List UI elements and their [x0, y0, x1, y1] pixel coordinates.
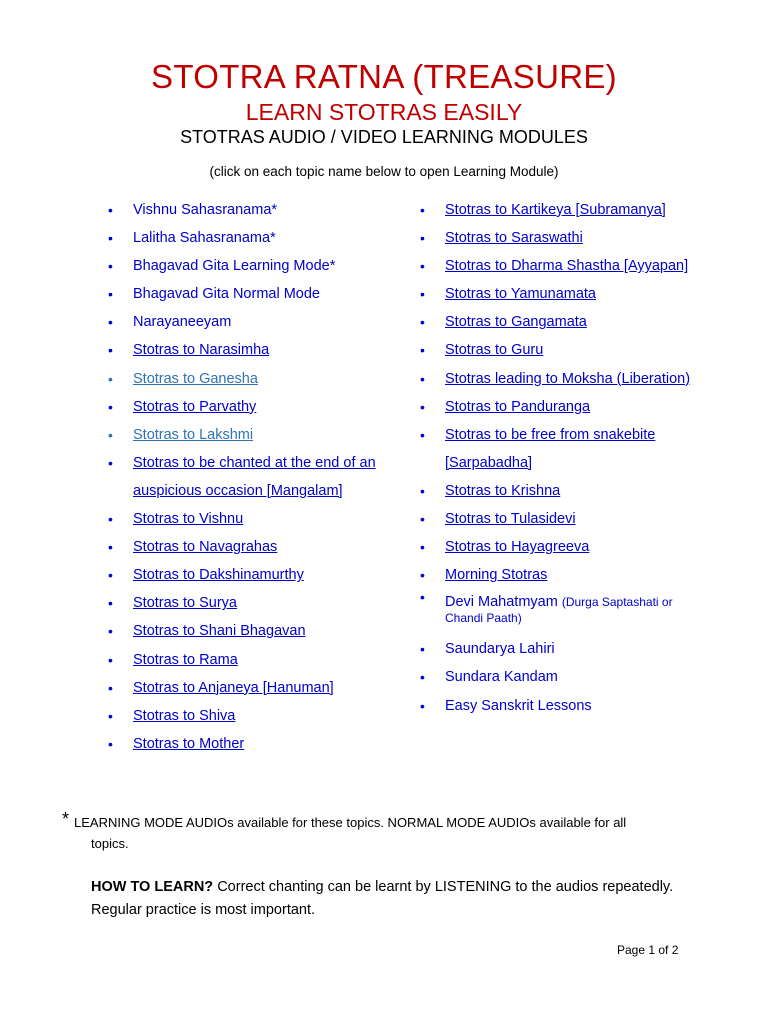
list-item[interactable] — [108, 589, 398, 617]
how-to-learn-label: HOW TO LEARN? — [91, 879, 214, 895]
list-item[interactable] — [420, 505, 710, 533]
topic-link[interactable]: Stotras to Narasimha — [133, 342, 270, 359]
list-item[interactable] — [420, 308, 710, 336]
how-to-learn — [91, 876, 721, 922]
list-item[interactable] — [420, 561, 710, 589]
topic-label: Lalitha Sahasranama* — [133, 230, 276, 247]
list-item — [420, 635, 710, 663]
list-item — [108, 280, 398, 308]
instruction-text: (click on each topic name below to open Learning Module) — [209, 164, 559, 179]
topic-link[interactable]: Stotras to Krishna — [445, 482, 561, 499]
list-item[interactable] — [108, 730, 398, 758]
page-number: Page 1 of 2 — [617, 943, 679, 957]
topic-label: Narayaneeyam — [133, 314, 232, 331]
page-title: STOTRA RATNA (TREASURE) — [151, 58, 617, 95]
list-item[interactable] — [108, 365, 398, 393]
topic-link[interactable]: Stotras to Vishnu — [133, 511, 244, 528]
list-item[interactable] — [108, 336, 398, 364]
topic-label: Vishnu Sahasranama* — [133, 202, 278, 218]
list-item[interactable] — [108, 449, 398, 505]
list-item[interactable] — [108, 505, 398, 533]
topic-label: Bhagavad Gita Learning Mode* — [133, 258, 336, 275]
list-item — [420, 663, 710, 691]
topic-link[interactable]: Stotras to be chanted at the end of an auspicious occasion [Mangalam] — [133, 454, 376, 499]
topic-link[interactable]: Stotras to Saraswathi — [445, 230, 583, 247]
topic-link[interactable]: Stotras to Kartikeya [Subramanya] — [445, 202, 666, 218]
topic-label: Sundara Kandam — [445, 669, 558, 686]
list-item[interactable] — [420, 533, 710, 561]
topic-link[interactable]: Stotras to Shiva — [133, 707, 236, 724]
topic-link[interactable]: Stotras to be free from snakebite [Sarpabadha] — [445, 426, 656, 471]
topic-label: Devi Mahatmyam — [445, 594, 558, 611]
list-item — [420, 589, 710, 635]
topic-link[interactable]: Stotras to Shani Bhagavan — [133, 623, 306, 640]
list-item[interactable] — [108, 561, 398, 589]
topic-link[interactable]: Stotras leading to Moksha (Liberation) — [445, 370, 691, 387]
topic-link[interactable]: Stotras to Anjaneya [Hanuman] — [133, 679, 334, 696]
list-item — [108, 224, 398, 252]
list-item[interactable] — [420, 280, 710, 308]
footnote-line-1: LEARNING MODE AUDIOs available for these topics. NORMAL MODE AUDIOs available for all — [74, 815, 627, 830]
list-item — [108, 308, 398, 336]
footnote-line-2: topics. — [91, 836, 129, 851]
list-item[interactable] — [420, 252, 710, 280]
list-item[interactable] — [108, 674, 398, 702]
list-item[interactable] — [420, 393, 710, 421]
topic-link[interactable]: Stotras to Panduranga — [445, 398, 591, 415]
topic-link[interactable]: Morning Stotras — [445, 567, 548, 584]
topic-link[interactable]: Stotras to Dakshinamurthy — [133, 567, 304, 584]
list-item[interactable] — [108, 702, 398, 730]
topic-link[interactable]: Stotras to Rama — [133, 651, 238, 668]
list-item[interactable] — [420, 365, 710, 393]
topic-link[interactable]: Stotras to Ganesha — [133, 370, 258, 387]
topic-link[interactable]: Stotras to Guru — [445, 342, 544, 359]
section-heading: STOTRAS AUDIO / VIDEO LEARNING MODULES — [180, 127, 588, 147]
footnote-marker: * — [62, 809, 70, 829]
list-item[interactable] — [108, 393, 398, 421]
list-item[interactable] — [108, 646, 398, 674]
list-item — [108, 196, 398, 224]
list-item[interactable] — [420, 196, 710, 224]
topic-link[interactable]: Stotras to Yamunamata — [445, 286, 596, 303]
topic-link[interactable]: Stotras to Dharma Shastha [Ayyapan] — [445, 258, 689, 275]
list-item[interactable] — [108, 421, 398, 449]
topic-link[interactable]: Stotras to Mother — [133, 735, 245, 752]
list-item[interactable] — [420, 224, 710, 252]
topic-label: Bhagavad Gita Normal Mode — [133, 286, 320, 303]
topic-list-left — [108, 196, 398, 758]
list-item[interactable] — [420, 477, 710, 505]
page-subtitle: LEARN STOTRAS EASILY — [245, 99, 523, 125]
list-item[interactable] — [420, 336, 710, 364]
list-item — [108, 252, 398, 280]
topic-link[interactable]: Stotras to Hayagreeva — [445, 539, 590, 556]
topic-label: Easy Sanskrit Lessons — [445, 697, 592, 714]
topic-link[interactable]: Stotras to Gangamata — [445, 314, 587, 331]
footnote — [62, 809, 702, 854]
topic-link[interactable]: Stotras to Tulasidevi — [445, 511, 576, 528]
topic-link[interactable]: Stotras to Navagrahas — [133, 539, 278, 556]
topic-link[interactable]: Stotras to Lakshmi — [133, 426, 254, 443]
topic-note: (Durga Saptashati or Chandi Paath) — [445, 595, 673, 626]
topic-link[interactable]: Stotras to Parvathy — [133, 398, 257, 415]
list-item — [420, 692, 710, 720]
topic-list-right — [420, 196, 710, 720]
list-item[interactable] — [420, 421, 710, 477]
topic-label: Saundarya Lahiri — [445, 641, 555, 658]
list-item[interactable] — [108, 533, 398, 561]
how-to-learn-text: Correct chanting can be learnt by LISTENING to the audios repeatedly. Regular practice is most important. — [91, 879, 674, 918]
list-item[interactable] — [108, 617, 398, 645]
topic-link[interactable]: Stotras to Surya — [133, 595, 237, 612]
